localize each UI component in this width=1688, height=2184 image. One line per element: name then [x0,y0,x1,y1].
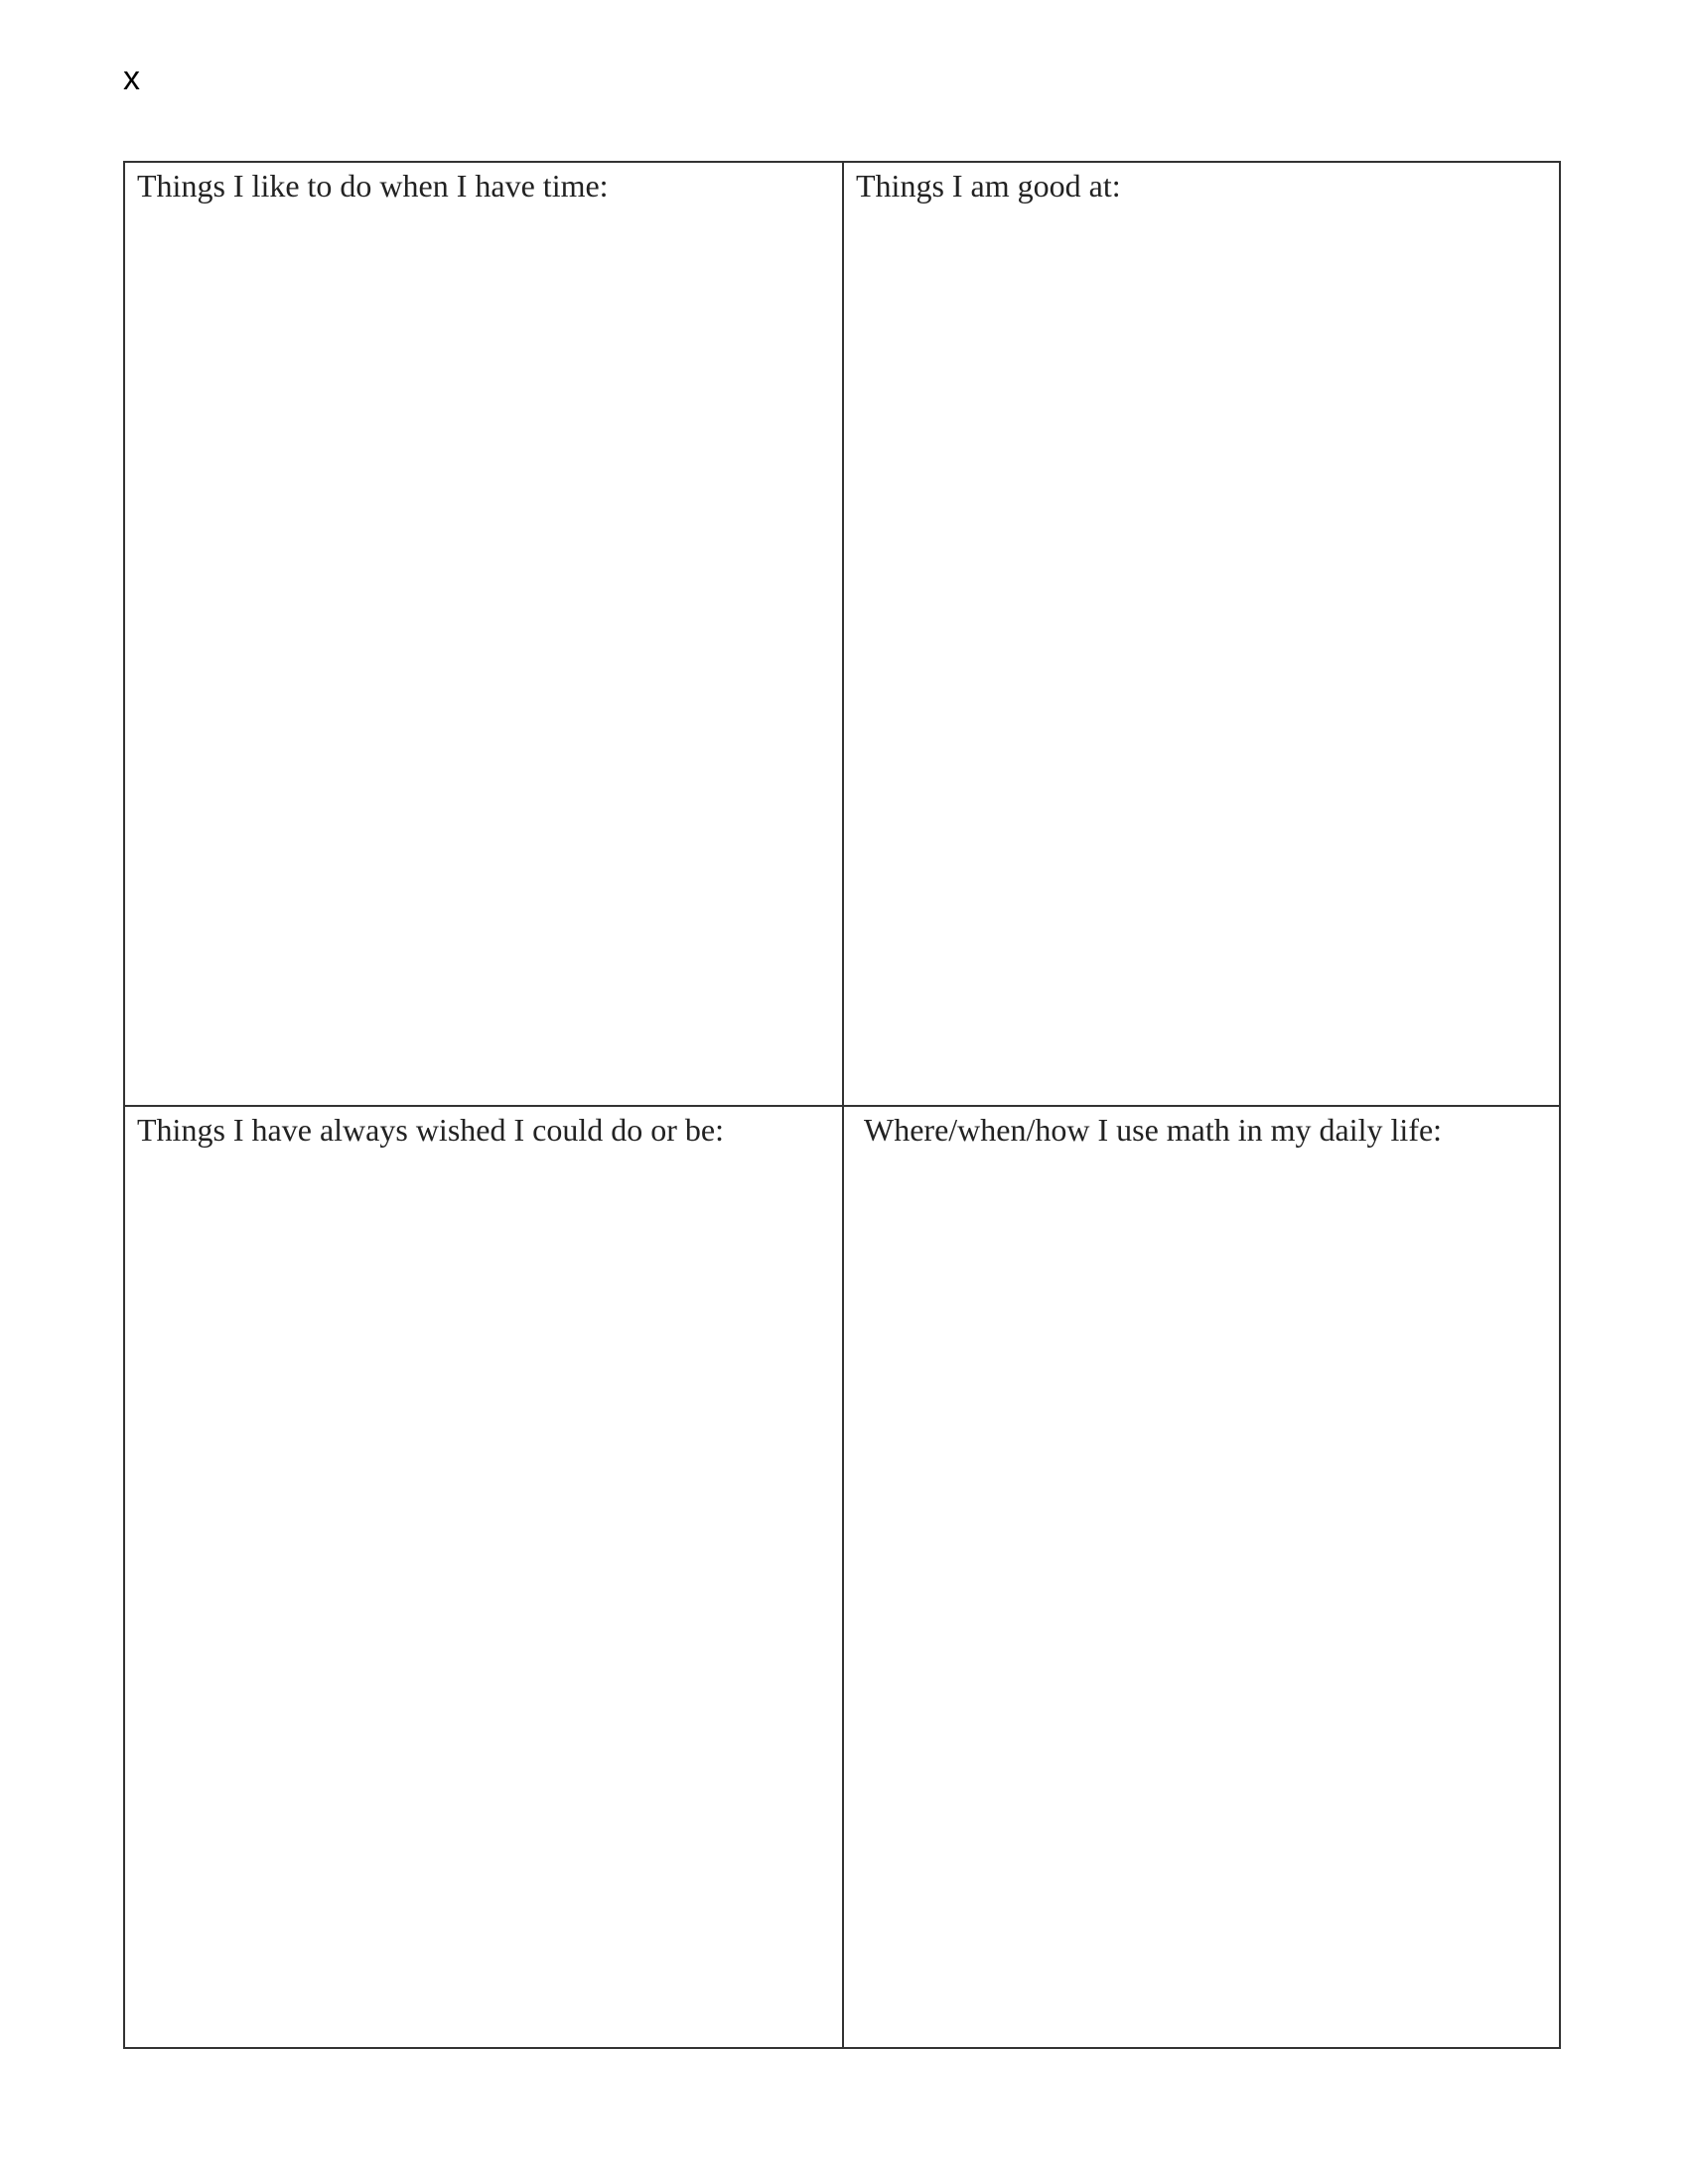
cell-wishes[interactable] [125,1107,844,2047]
cell-prompt: Things I am good at: [856,168,1121,204]
cell-strengths[interactable] [844,163,1559,1107]
corner-mark: x [123,60,140,97]
cell-prompt: Things I have always wished I could do or be: [137,1112,724,1148]
cell-math-uses[interactable] [844,1107,1559,2047]
cell-prompt: Things I like to do when I have time: [137,168,609,204]
cell-prompt: Where/when/how I use math in my daily life: [864,1112,1443,1148]
cell-hobbies[interactable] [125,163,844,1107]
worksheet-grid [123,161,1561,2049]
